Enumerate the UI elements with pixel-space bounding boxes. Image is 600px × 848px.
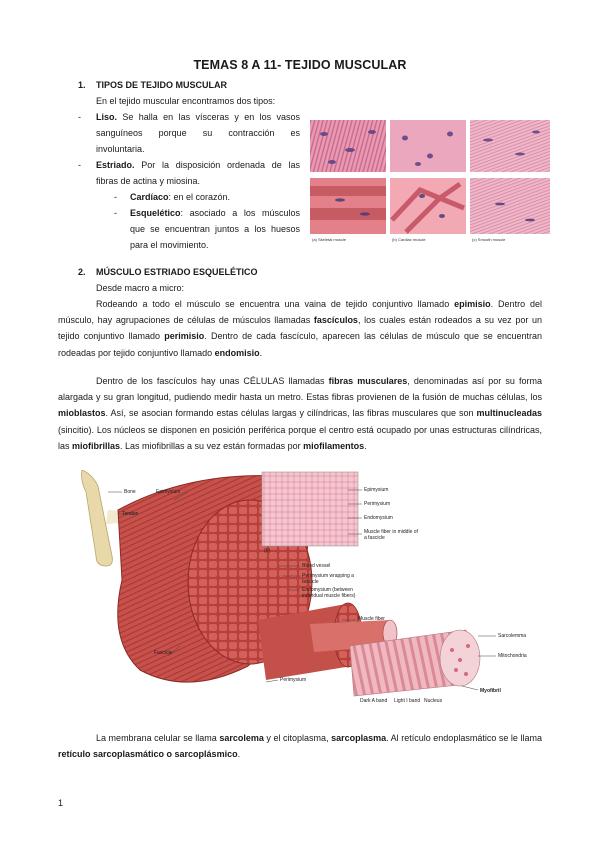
p3-term-sarcolema: sarcolema (219, 733, 264, 743)
p1-text-g: . Dentro de cada fascículo, aparecen las células de músculo que se encuentran rodeadas por tejido conjuntivo llamado (58, 331, 543, 358)
p2-term-mioblastos: mioblastos (58, 408, 106, 419)
p1-text-e: , los cuales están rodeados a su vez por un tejido conjuntivo llamado (58, 315, 542, 342)
label-endomysium-right: Endomysium (364, 515, 393, 521)
p2-text-a: Dentro de los fascículos hay unas CÉLULAS llamadas (96, 376, 329, 386)
paragraph-2 (58, 373, 542, 454)
esqueletico-item (130, 205, 300, 254)
estriado-dash: - (78, 160, 81, 170)
esqueletico-line1: : asociado a los músculos (180, 208, 300, 218)
histology-label-c: (c) Smooth muscle (472, 237, 506, 242)
cardiaco-rest: : en el corazón. (168, 192, 231, 202)
label-fascicle: Fascicle (154, 650, 173, 656)
section1-number: 1. (78, 80, 86, 90)
p2-text-e: . Así, se asocian formando estas células largas y cilíndricas, las fibras musculares que son (105, 408, 477, 419)
p1-text-a: Rodeando a todo el músculo se encuentra una vaina de tejido conjuntivo llamado (96, 299, 455, 309)
esqueletico-term: Esquelético (130, 208, 181, 218)
histology-image (310, 120, 550, 246)
p3-text-g: . (237, 749, 241, 760)
paragraph-1 (58, 296, 542, 361)
label-bone: Bone (124, 489, 136, 495)
label-perimysium-wrapping: Perimysium wrapping a fascicle (302, 573, 354, 585)
label-muscle-fiber: Muscle fiber (358, 616, 385, 622)
histology-figure (310, 120, 550, 246)
p2-term-miofibrillas: miofibrillas (72, 440, 121, 451)
paragraph-3 (58, 730, 542, 762)
liso-dash: - (78, 112, 81, 122)
p1-text-c: . Dentro del músculo, hay agrupaciones de células de músculos llamadas (58, 299, 542, 326)
p3-term-sarcoplasma: sarcoplasma (331, 733, 387, 743)
label-perimysium-bottom: Perimysium (280, 677, 307, 683)
label-nucleus: Nucleus (424, 698, 443, 704)
label-epimysium-right: Epimysium (364, 487, 389, 493)
p1-term-endomisio: endomisio (214, 347, 260, 358)
cardiaco-term: Cardíaco (130, 192, 169, 202)
label-blood-vessel: Blood vessel (302, 563, 331, 569)
esqueletico-line2: que se encuentran juntos a los huesos (130, 224, 300, 235)
esqueletico-dash: - (114, 208, 117, 218)
label-epimysium-left: Epimysium (156, 489, 181, 495)
p2-text-c: , denominadas así por su forma alargada y su gran longitud, pudiendo medir hasta un metro. Estas fibras provienen de la fusión de muchas células, los (58, 376, 542, 403)
section1-title: TIPOS DE TEJIDO MUSCULAR (96, 80, 228, 90)
label-tendon: Tendon (122, 511, 139, 517)
p2-text-g: (sincitio). Los núcleos se disponen en posición periférica porque el centro está ocupado por unas estructuras cilíndricas, las (58, 424, 542, 451)
p3-text-e: . Al retículo endoplasmático se le llama (386, 733, 542, 743)
estriado-paragraph (96, 157, 300, 189)
p3-text-c: y el citoplasma, (263, 733, 332, 743)
label-muscle-fiber-fascicle: Muscle fiber in middle of a fascicle (364, 529, 418, 541)
histology-label-b: (b) Cardiac muscle (392, 237, 426, 242)
p2-term-miofilamentos: miofilamentos (303, 440, 365, 451)
section2-intro: Desde macro a micro: (96, 283, 185, 293)
page-title: TEMAS 8 A 11- TEJIDO MUSCULAR (193, 58, 407, 72)
section1-intro: En el tejido muscular encontramos dos tipos: (96, 96, 276, 106)
section2-number: 2. (78, 267, 86, 277)
section2-heading (78, 267, 258, 277)
label-endomysium-between: Endomysium (between individual muscle fibers) (302, 587, 356, 599)
p2-text-k: . (364, 440, 367, 451)
label-panel-b: (b) (264, 548, 271, 554)
p1-term-epimisio: epimisio (454, 299, 491, 309)
liso-line1: Se halla en las vísceras y en los vasos (117, 112, 300, 122)
label-mitochondria: Mitochondria (498, 653, 527, 659)
section2-title: MÚSCULO ESTRIADO ESQUELÉTICO (96, 267, 258, 277)
estriado-term: Estriado. (96, 160, 135, 170)
page-number: 1 (58, 798, 64, 808)
cardiaco-dash: - (114, 192, 117, 202)
section1-heading (78, 80, 227, 90)
label-perimysium-right: Perimysium (364, 501, 391, 507)
p3-text-a: La membrana celular se llama (96, 733, 220, 743)
p2-text-i: . Las miofibrillas a su vez están formadas por (120, 440, 304, 451)
liso-line3: involuntaria. (96, 144, 145, 155)
label-myofibril: Myofibril (480, 688, 501, 694)
esqueletico-line3: para el movimiento. (130, 240, 209, 251)
label-sarcolemma: Sarcolemma (498, 633, 527, 639)
p1-text-i: . (259, 347, 263, 358)
histology-label-a: (a) Skeletal muscle (312, 237, 347, 242)
label-light-i-band: Light I band (394, 698, 421, 704)
p1-term-fasciculos: fascículos (313, 315, 358, 326)
estriado-line1: Por la disposición ordenada de las (134, 160, 300, 170)
p1-term-perimisio: perimisio (164, 331, 205, 342)
p2-term-fibras: fibras musculares (328, 376, 408, 386)
estriado-line2: fibras de actina y miosina. (96, 176, 201, 187)
liso-line2: sanguíneos porque su contracción es (96, 128, 300, 139)
cardiaco-item (130, 189, 230, 205)
liso-paragraph (96, 109, 300, 158)
label-dark-a-band: Dark A band (360, 698, 388, 704)
p2-term-multinucleadas: multinucleadas (476, 408, 542, 419)
p3-term-reticulo: retículo sarcoplasmático o sarcoplásmico (58, 749, 238, 760)
muscle-anatomy-figure (78, 470, 528, 716)
liso-term: Liso. (96, 112, 118, 122)
